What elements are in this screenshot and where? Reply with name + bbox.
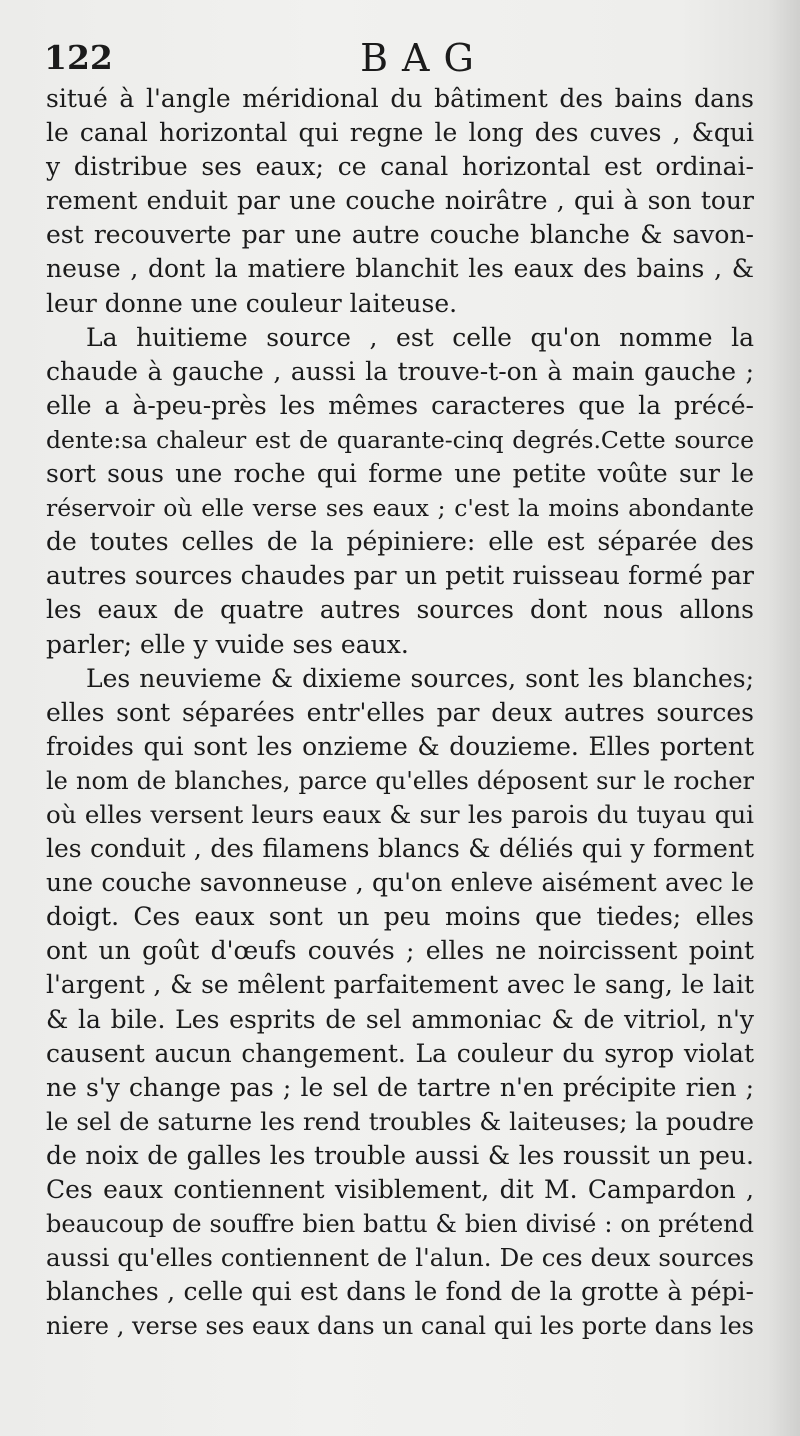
text-line: blanches , celle qui est dans le fond de la grotte à pépi- — [46, 1277, 754, 1307]
text-line: autres sources chaudes par un petit ruisseau formé par — [46, 561, 754, 591]
text-line: ont un goût d'œufs couvés ; elles ne noircissent point — [46, 936, 754, 966]
text-line: causent aucun changement. La couleur du syrop violat — [46, 1038, 754, 1068]
text-line: parler; elle y vuide ses eaux. — [46, 629, 409, 659]
text-line: leur donne une couleur laiteuse. — [46, 288, 458, 318]
text-line: où elles versent leurs eaux & sur les parois du tuyau qui — [46, 799, 754, 829]
text-line: l'argent , & se mêlent parfaitement avec le sang, le lait — [46, 970, 754, 1000]
text-line: & la bile. Les esprits de sel ammoniac & de vitriol, n'y — [46, 1004, 754, 1034]
text-line: elle a à-peu-près les mêmes caracteres que la précé- — [46, 390, 754, 420]
text-line: y distribue ses eaux; ce canal horizontal est ordinai- — [46, 152, 754, 182]
body-text — [46, 82, 754, 1343]
text-line: elles sont séparées entr'elles par deux autres sources — [46, 697, 754, 727]
text-line: le nom de blanches, parce qu'elles déposent sur le rocher — [46, 766, 754, 795]
text-line: une couche savonneuse , qu'on enleve aisément avec le — [46, 868, 754, 898]
text-line: le sel de saturne les rend troubles & laiteuses; la poudre — [46, 1106, 754, 1136]
text-line: Ces eaux contiennent visiblement, dit M. Campardon , — [46, 1175, 754, 1204]
text-line: sort sous une roche qui forme une petite voûte sur le — [46, 459, 754, 489]
text-line: rement enduit par une couche noirâtre , qui à son tour — [46, 186, 754, 216]
page-number: 122 — [44, 38, 113, 77]
text-line: La huitieme source , est celle qu'on nomme la — [86, 322, 754, 352]
text-line: les conduit , des filamens blancs & déliés qui y forment — [46, 834, 754, 864]
text-line: doigt. Ces eaux sont un peu moins que tiedes; elles — [46, 902, 754, 932]
text-line: Les neuvieme & dixieme sources, sont les blanches; — [86, 663, 754, 693]
text-line: le canal horizontal qui regne le long des cuves , &qui — [46, 118, 754, 148]
text-line: réservoir où elle verse ses eaux ; c'est la moins abondante — [46, 494, 754, 523]
running-head: BAG — [360, 36, 488, 80]
text-line: niere , verse ses eaux dans un canal qui les porte dans les — [46, 1312, 754, 1341]
page-header — [44, 36, 764, 82]
text-line: de toutes celles de la pépiniere: elle est séparée des — [46, 527, 754, 557]
text-line: ne s'y change pas ; le sel de tartre n'en précipite rien ; — [46, 1072, 754, 1102]
text-line: est recouverte par une autre couche blanche & savon- — [46, 220, 754, 250]
text-line: de noix de galles les trouble aussi & les roussit un peu. — [46, 1140, 754, 1170]
text-line: aussi qu'elles contiennent de l'alun. De ces deux sources — [46, 1243, 754, 1273]
text-line: les eaux de quatre autres sources dont nous allons — [46, 595, 754, 625]
text-line: neuse , dont la matiere blanchit les eaux des bains , & — [46, 254, 754, 284]
text-line: situé à l'angle méridional du bâtiment des bains dans — [46, 84, 754, 113]
text-line: froides qui sont les onzieme & douzieme. Elles portent — [46, 731, 754, 761]
text-line: beaucoup de souffre bien battu & bien divisé : on prétend — [46, 1210, 754, 1239]
text-line: dente:sa chaleur est de quarante-cinq degrés.Cette source — [46, 425, 754, 454]
text-line: chaude à gauche , aussi la trouve-t-on à main gauche ; — [46, 356, 754, 386]
